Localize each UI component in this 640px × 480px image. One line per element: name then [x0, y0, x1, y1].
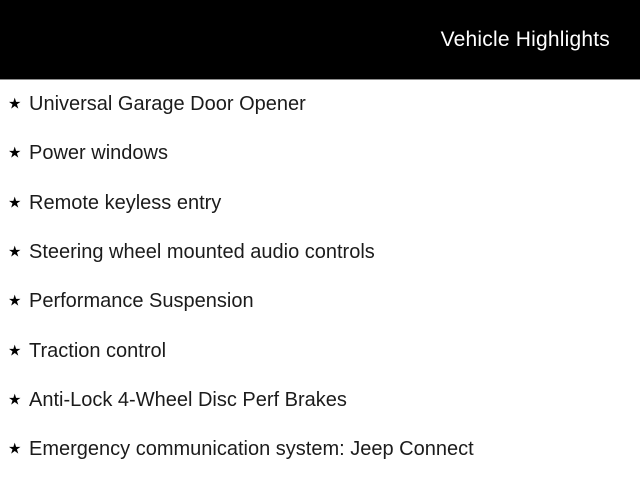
star-icon: ★ — [8, 243, 22, 261]
list-item — [0, 80, 640, 129]
header-bar — [0, 0, 640, 80]
list-item — [0, 129, 640, 178]
star-icon: ★ — [8, 144, 22, 162]
star-icon: ★ — [8, 440, 22, 458]
list-item-label: Universal Garage Door Opener — [29, 93, 306, 116]
list-item-label: Performance Suspension — [29, 290, 254, 313]
list-item — [0, 179, 640, 228]
star-icon: ★ — [8, 391, 22, 409]
list-item-label: Power windows — [29, 142, 168, 165]
list-item-label: Traction control — [29, 339, 167, 362]
list-item — [0, 326, 640, 375]
star-icon: ★ — [8, 342, 22, 360]
list-item-label: Remote keyless entry — [29, 191, 222, 214]
vehicle-highlights-list — [0, 80, 640, 474]
list-item — [0, 228, 640, 277]
star-icon: ★ — [8, 292, 22, 310]
list-item-label: Anti-Lock 4-Wheel Disc Perf Brakes — [29, 388, 347, 411]
list-item — [0, 425, 640, 474]
list-item-label: Emergency communication system: Jeep Connect — [29, 438, 474, 461]
page-title: Vehicle Highlights — [440, 27, 610, 51]
list-item — [0, 277, 640, 326]
list-item — [0, 376, 640, 425]
star-icon: ★ — [8, 194, 22, 212]
star-icon: ★ — [8, 95, 22, 113]
list-item-label: Steering wheel mounted audio controls — [29, 241, 375, 264]
